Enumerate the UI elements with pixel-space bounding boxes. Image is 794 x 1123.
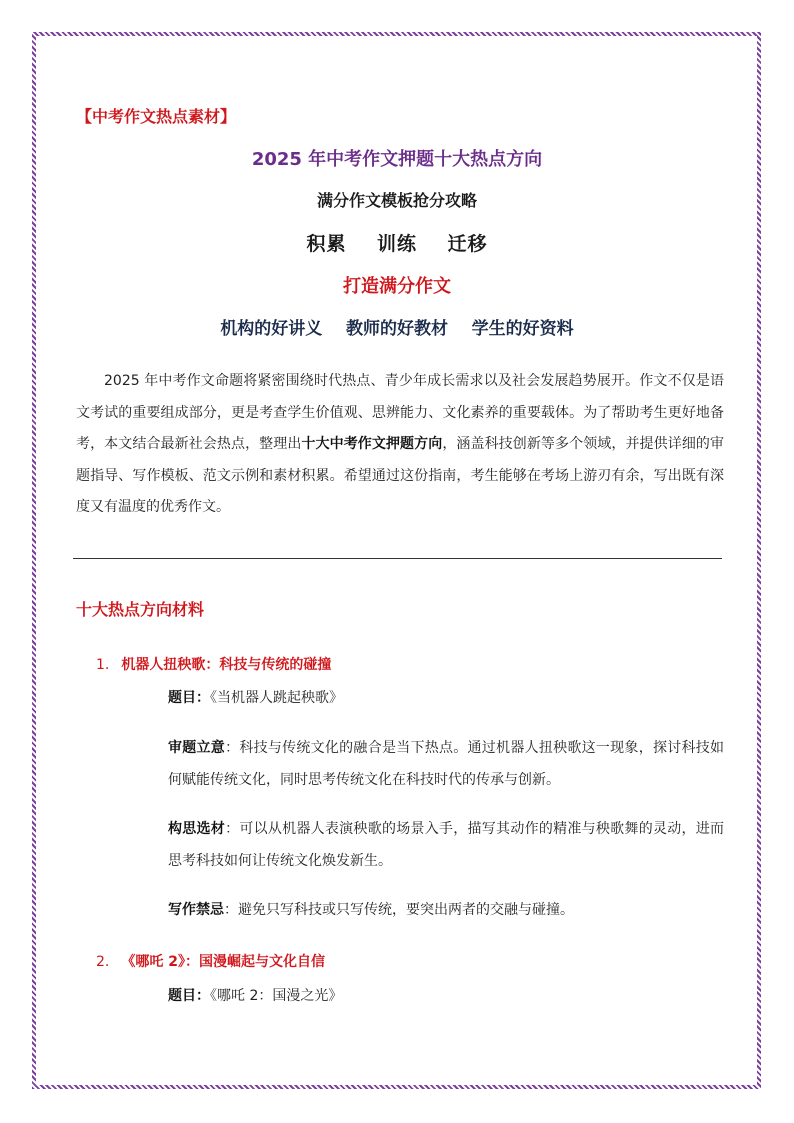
tagline: 机构的好讲义 教师的好教材 学生的好资料 [220, 319, 574, 339]
item-1-title: 机器人扭秧歌：科技与传统的碰撞 [121, 657, 332, 673]
document-title: 2025 年中考作文押题十大热点方向 [251, 149, 543, 170]
idea-label: 构思选材 [168, 821, 226, 837]
slogan: 打造满分作文 [343, 276, 451, 297]
intro-text-2: ，涵盖科技创新等多个领域，并提供详细的审题指导、写作模板、范文示例和素材积累。希望通过这份指南，考生能够在考场上游刃有余，写出既有深度又有温度的优秀作文。 [76, 436, 725, 515]
item-2-title: 《哪吒 2》：国漫崛起与文化自信 [121, 954, 325, 970]
topic-label: 题目： [168, 690, 210, 706]
item-2-number: 2. [96, 954, 110, 970]
item-1-intent [168, 733, 724, 796]
item-1-topic [168, 683, 724, 715]
section-title: 十大热点方向材料 [76, 600, 205, 619]
idea-text: ：可以从机器人表演秧歌的场景入手，描写其动作的精准与秧歌舞的灵动，进而思考科技如何让传统文化焕发新生。 [168, 821, 725, 869]
item-1-taboo [168, 895, 724, 927]
taboo-text: ：避免只写科技或只写传统，要突出两者的交融与碰撞。 [224, 902, 574, 918]
topic-label: 题目： [168, 988, 210, 1004]
divider [73, 558, 722, 559]
intro-highlight: 十大中考作文押题方向 [301, 436, 443, 452]
intro-paragraph [76, 366, 724, 524]
intro-text-1: 2025 年中考作文命题将紧密围绕时代热点、青少年成长需求以及社会发展趋势展开。作文不仅是语文考试的重要组成部分，更是考查学生价值观、思辨能力、文化素养的重要载体。为了帮助考生更好地备考，本文结合最新社会热点，整理出 [76, 373, 724, 452]
topic-text: 《当机器人跳起秧歌》 [210, 690, 343, 706]
item-2-topic [168, 981, 724, 1013]
intent-label: 审题立意 [168, 740, 226, 756]
item-1-heading [96, 654, 331, 674]
category-tag: 【中考作文热点素材】 [76, 107, 237, 126]
topic-text: 《哪吒 2：国漫之光》 [210, 988, 343, 1004]
intent-text: ：科技与传统文化的融合是当下热点。通过机器人扭秧歌这一现象，探讨科技如何赋能传统文化，同时思考传统文化在科技时代的传承与创新。 [168, 740, 725, 788]
taboo-label: 写作禁忌 [168, 902, 224, 918]
motto: 积累 训练 迁移 [306, 233, 488, 255]
item-2-heading [96, 951, 325, 971]
document-subtitle: 满分作文模板抢分攻略 [316, 191, 477, 210]
item-1-idea [168, 814, 724, 877]
item-1-number: 1. [96, 657, 110, 673]
